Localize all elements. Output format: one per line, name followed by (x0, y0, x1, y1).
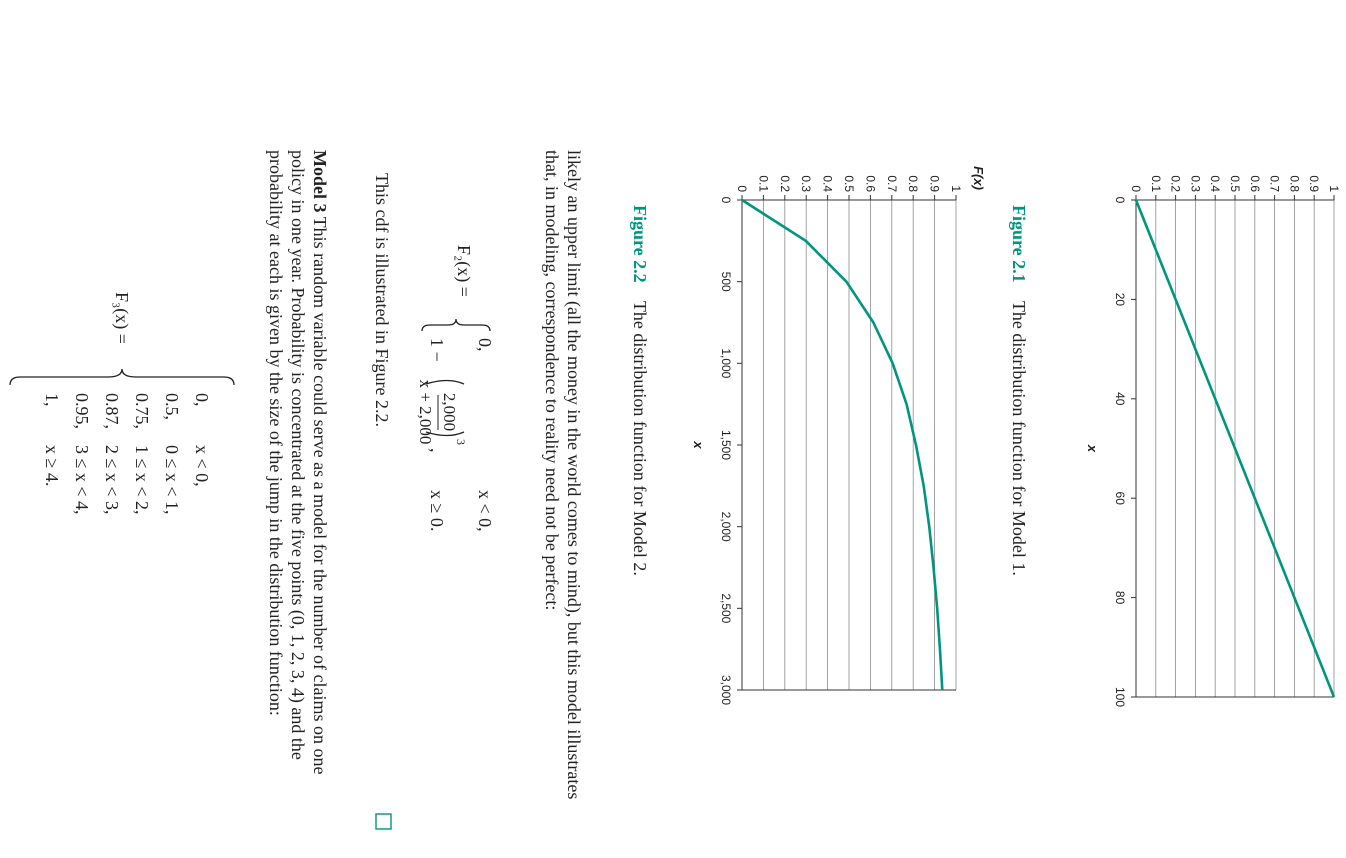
figure-2-2-caption: The distribution function for Model 2. (630, 300, 650, 576)
fig1-y-tick-label: 0.1 (1148, 175, 1163, 192)
fig1-x-tick-label: 60 (1113, 491, 1127, 505)
fig2-y-tick-label: 0.4 (820, 175, 835, 192)
fig2-y-tick-label: 0.7 (884, 175, 899, 192)
fig1-y-tick-label: 0.8 (1287, 175, 1302, 192)
f3-lhs: F₃(x) = (112, 292, 132, 344)
fig1-y-tick-label: 0.5 (1228, 175, 1242, 192)
f3-case-value: 0.95, (72, 393, 92, 429)
figure-2-2 (691, 166, 986, 705)
fig2-x-tick-label: 500 (719, 271, 733, 292)
fig2-y-tick-label: 0.6 (863, 175, 878, 192)
fig2-y-tick-label: 0.1 (756, 175, 771, 192)
fig1-x-tick-label: 0 (1113, 196, 1127, 204)
svg-text:Model 3 This random variable c (310, 150, 330, 775)
para1-line1: likely an upper limit (all the money in the world comes to mind), but this model illustrates (564, 150, 584, 800)
fig2-x-tick-label: 2,500 (719, 593, 733, 624)
f3-case-cond: 2 ≤ x < 3, (102, 445, 122, 515)
fig1-y-tick-label: 0.6 (1247, 175, 1262, 192)
fig2-x-tick-label: 2,000 (719, 511, 733, 542)
fig1-y-tick-label: 0.7 (1267, 175, 1282, 192)
fig1-y-tick-label: 1 (1327, 185, 1341, 192)
fig1-x-tick-label: 40 (1113, 392, 1127, 406)
f3-case-cond: 1 ≤ x < 2, (132, 445, 152, 515)
model3-line2: policy in one year. Probability is concentrated at the five points (0, 1, 2, 3, 4) and the (288, 150, 308, 760)
fig2-y-tick-label: 0.9 (927, 175, 942, 192)
fig2-x-tick-label: 1,500 (719, 429, 733, 461)
fig2-y-tick-label: 0 (735, 185, 749, 192)
f3-case-value: 1, (42, 393, 62, 407)
fig1-y-tick-label: 0.4 (1208, 175, 1223, 192)
model3-heading: Model 3 (310, 150, 330, 213)
fig2-x-tick-label: 3,000 (719, 674, 733, 706)
f3-case-value: 0.5, (162, 393, 182, 420)
fig2-y-tick-label: 0.5 (842, 175, 856, 192)
figure-2-1-caption: The distribution function for Model 1. (1009, 300, 1029, 576)
fig2-y-tick-label: 0.3 (799, 175, 814, 192)
f2-case1-value: 0, (475, 338, 495, 352)
f2-numerator: 2,000 (440, 392, 459, 432)
f2-exponent: 3 (454, 439, 468, 445)
f2-denominator: x + 2,000 (416, 379, 435, 445)
f3-case-value: 0.87, (102, 393, 122, 429)
fig2-y-tick-label: 0.8 (906, 175, 921, 192)
f3-case-cond: x < 0, (192, 445, 212, 487)
para2: This cdf is illustrated in Figure 2.2. (372, 173, 392, 427)
figure-2-2-label: Figure 2.2 (630, 205, 650, 283)
end-of-example-box (376, 814, 391, 829)
fig2-y-axis-label: F(x) (971, 166, 986, 190)
fig2-x-tick-label: 1,000 (719, 348, 733, 379)
f3-case-cond: 3 ≤ x < 4, (72, 445, 92, 515)
f3-case-cond: 0 ≤ x < 1, (162, 445, 182, 515)
f3-case-value: 0, (192, 393, 212, 407)
model3-line1: This random variable could serve as a model for the number of claims on one (310, 212, 330, 775)
model3-line3: probability at each is given by the size of the jump in the distribution function: (266, 150, 286, 716)
fig1-x-tick-label: 20 (1113, 292, 1127, 307)
fig1-y-tick-label: 0.3 (1188, 175, 1203, 192)
f2-one-minus: 1 − (427, 338, 447, 362)
fig1-y-tick-label: 0.2 (1168, 175, 1183, 192)
fig1-y-tick-label: 0 (1129, 185, 1143, 192)
fig1-x-tick-label: 80 (1113, 590, 1127, 605)
fig2-y-tick-label: 1 (949, 185, 963, 192)
formula-f3 (10, 292, 234, 515)
fig1-y-tick-label: 0.9 (1307, 175, 1322, 192)
f3-case-cond: x ≥ 4. (42, 445, 62, 487)
f2-comma: , (427, 448, 447, 453)
f2-case2-cond: x ≥ 0. (427, 490, 447, 532)
svg-text:Figure 2.1 The distribut (1009, 205, 1029, 576)
figure-2-1 (1085, 166, 1346, 707)
figure-2-1-label: Figure 2.1 (1009, 205, 1029, 283)
fig2-series-line (742, 200, 942, 690)
fig1-x-tick-label: 100 (1113, 686, 1127, 708)
f2-lhs: F₂(x) = (454, 245, 474, 297)
fig2-y-tick-label: 0.2 (777, 175, 792, 192)
f2-case1-cond: x < 0, (475, 490, 495, 532)
fig2-x-axis-label: x (691, 441, 706, 449)
formula-f2 (416, 245, 495, 532)
fig1-x-axis-label: x (1085, 444, 1100, 453)
fig2-x-tick-label: 0 (719, 196, 733, 204)
f3-case-value: 0.75, (132, 393, 152, 429)
svg-text:Figure 2.2 The distribut (630, 205, 650, 576)
para1-line2: that, in modeling, correspondence to reality need not be perfect: (542, 150, 562, 611)
